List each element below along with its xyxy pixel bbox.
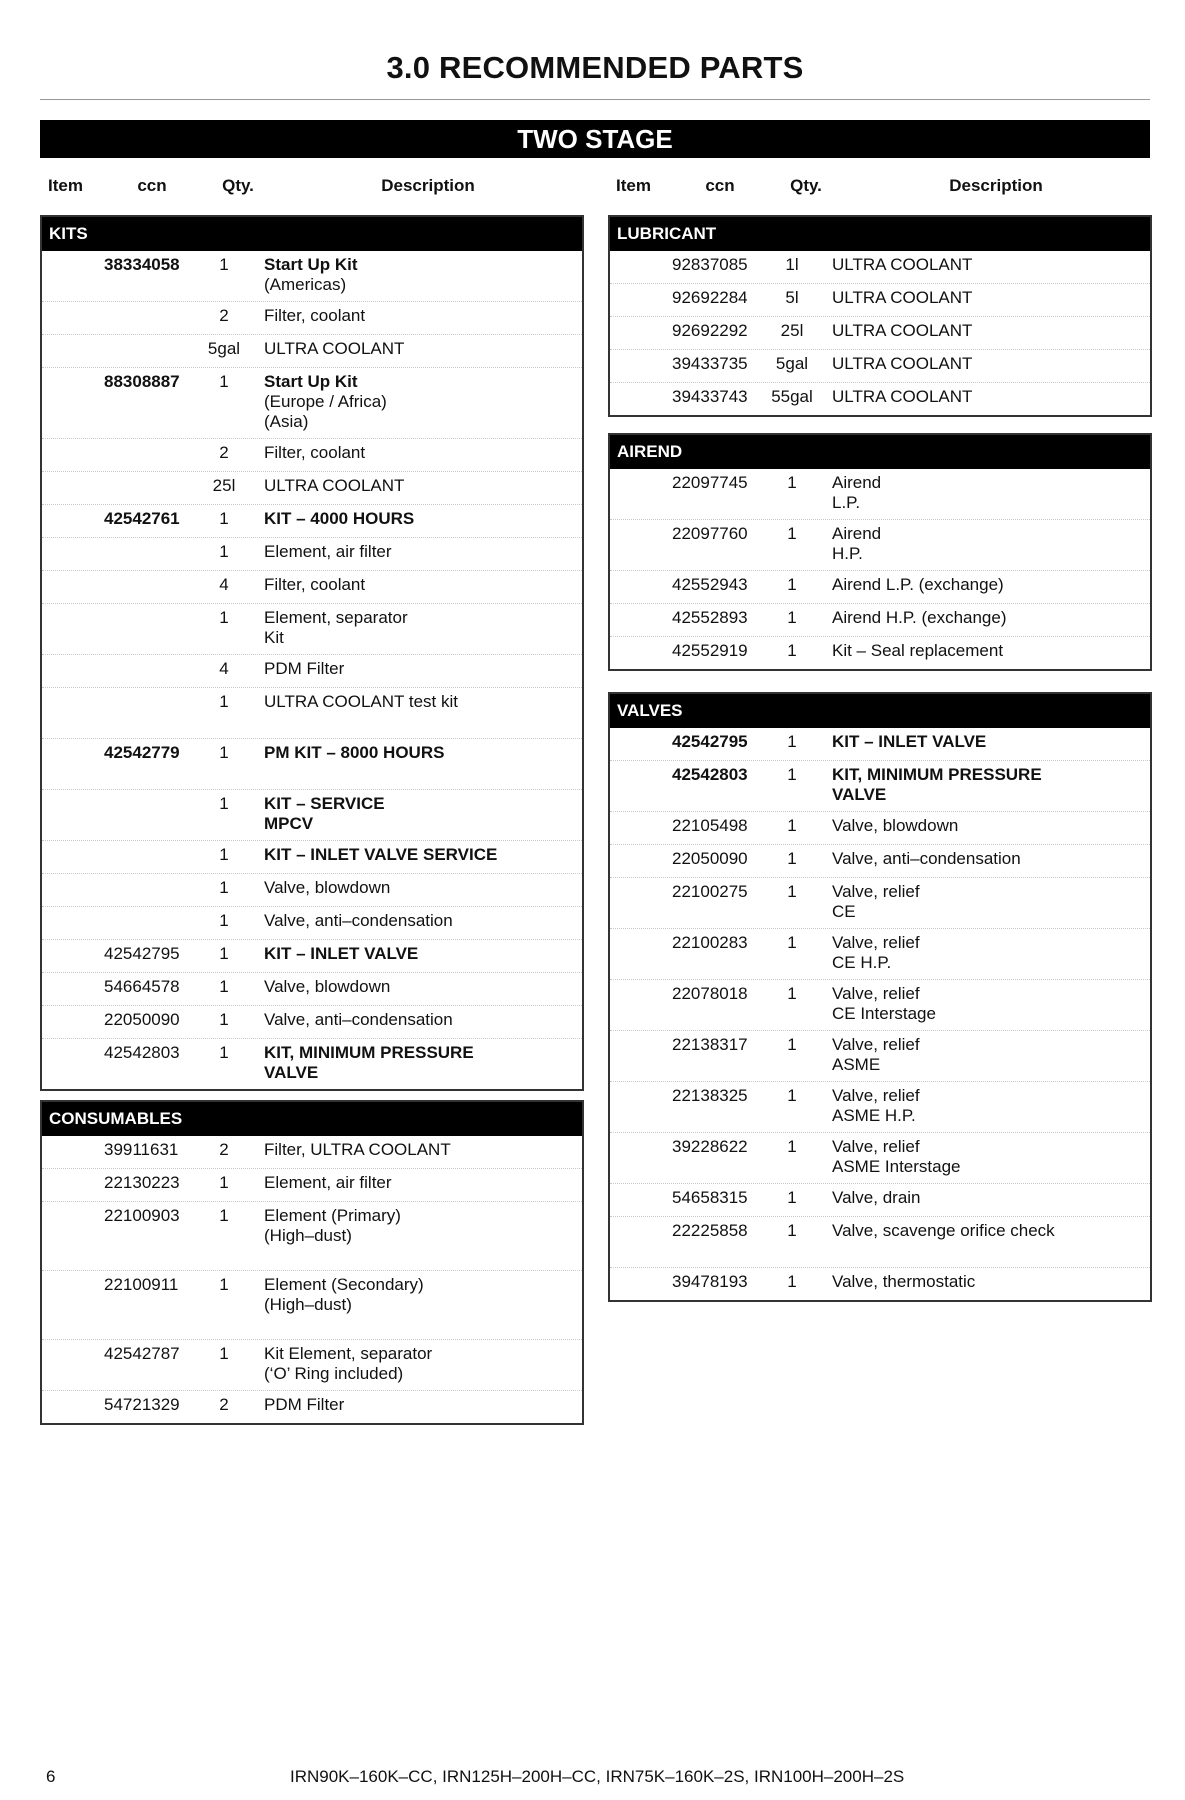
row-ccn [102,575,194,597]
row-qty: 25l [780,321,804,340]
row-description: Start Up Kit (Americas) [264,255,358,294]
table-row [42,504,582,537]
page-title: 3.0 RECOMMENDED PARTS [386,50,804,85]
row-qty: 1 [787,641,797,660]
row-description: Airend L.P. [832,473,882,512]
header-description: Description [949,176,1043,195]
row-ccn: 22138317 [672,1035,748,1054]
row-description: Kit Element, separator (‘O’ Ring included) [264,1344,433,1383]
row-ccn: 42542803 [104,1043,180,1062]
valves-section-title: VALVES [610,694,1150,728]
row-ccn: 39433743 [672,387,748,406]
row-qty: 1 [787,1086,797,1105]
row-description: ULTRA COOLANT [832,255,973,274]
row-qty: 1 [219,977,229,996]
row-qty: 1 [787,1188,797,1207]
row-item [42,339,102,361]
row-description: ULTRA COOLANT [832,387,973,406]
row-item [42,1140,102,1162]
row-item [610,255,670,277]
row-item [610,1272,670,1294]
row-ccn: 42542779 [104,743,180,762]
table-row [610,469,1150,519]
row-ccn [102,443,194,465]
row-qty: 1 [787,984,797,1003]
row-item [42,794,102,834]
table-row [42,603,582,654]
row-item [42,255,102,295]
row-qty: 55gal [771,387,813,406]
row-item [610,1035,670,1075]
row-description: ULTRA COOLANT [264,476,405,495]
row-item [42,372,102,432]
left-column-header [40,172,584,200]
row-ccn: 54721329 [104,1395,180,1414]
table-row [610,844,1150,877]
row-ccn [102,845,194,867]
row-qty: 1 [219,255,229,274]
row-item [610,321,670,343]
header-ccn: ccn [137,176,167,195]
lubricant-section [608,215,1152,417]
row-qty: 1 [219,509,229,528]
table-row [610,251,1150,283]
row-ccn: 42542761 [104,509,180,528]
table-row [610,382,1150,415]
row-description: Valve, relief ASME H.P. [832,1086,920,1125]
header-description: Description [381,176,475,195]
row-ccn [102,608,194,648]
row-ccn: 42552943 [672,575,748,594]
table-row [42,367,582,438]
row-description: PDM Filter [264,659,345,678]
row-qty: 1 [787,524,797,543]
row-item [42,608,102,648]
row-description: KIT – INLET VALVE [264,944,419,963]
row-qty: 1 [219,1206,229,1225]
row-qty: 1 [219,372,229,391]
row-qty: 2 [219,443,229,462]
table-row [42,1339,582,1390]
row-ccn [102,794,194,834]
row-item [610,608,670,630]
row-ccn: 22097745 [672,473,748,492]
row-ccn: 42552919 [672,641,748,660]
row-qty: 1 [219,542,229,561]
table-row [42,972,582,1005]
table-row [42,873,582,906]
airend-section-title: AIREND [610,435,1150,469]
row-qty: 1 [787,1137,797,1156]
row-item [610,1086,670,1126]
row-qty: 1 [787,473,797,492]
row-description: Element, separator Kit [264,608,408,647]
row-qty: 1 [219,1043,229,1062]
table-row [42,471,582,504]
row-qty: 1 [787,849,797,868]
row-description: Filter, coolant [264,443,366,462]
row-qty: 1 [219,1275,229,1294]
row-description: Valve, blowdown [832,816,959,835]
row-item [610,473,670,513]
row-ccn [102,878,194,900]
kits-table [42,251,582,1089]
row-qty: 5l [785,288,799,307]
row-description: Valve, relief ASME [832,1035,920,1074]
table-row [42,687,582,738]
row-item [42,1395,102,1417]
row-description: Start Up Kit (Europe / Africa) (Asia) [264,372,387,431]
row-qty: 2 [219,1140,229,1159]
page-number: 6 [46,1767,56,1786]
row-qty: 1 [219,1173,229,1192]
row-item [42,1043,102,1083]
row-qty: 1 [787,882,797,901]
table-row [610,603,1150,636]
row-item [42,1173,102,1195]
row-description: ULTRA COOLANT [264,339,405,358]
row-item [42,1010,102,1032]
row-qty: 5gal [775,354,809,373]
row-ccn: 39433735 [672,354,748,373]
table-row [42,939,582,972]
row-ccn: 22050090 [104,1010,180,1029]
row-qty: 1 [787,608,797,627]
header-item: Item [48,176,83,195]
row-ccn: 22105498 [672,816,748,835]
row-ccn: 39478193 [672,1272,748,1291]
kits-section-title: KITS [42,217,582,251]
table-row [610,877,1150,928]
row-item [610,575,670,597]
row-item [610,387,670,409]
table-row [42,1136,582,1168]
lubricant-section-title: LUBRICANT [610,217,1150,251]
row-item [610,933,670,973]
row-description: ULTRA COOLANT [832,354,973,373]
row-ccn: 42542795 [672,732,748,751]
row-description: Kit – Seal replacement [832,641,1004,660]
table-row [42,1270,582,1339]
row-item [610,288,670,310]
row-ccn: 39228622 [672,1137,748,1156]
row-ccn: 38334058 [104,255,180,274]
row-description: KIT – 4000 HOURS [264,509,415,528]
table-row [42,1005,582,1038]
kits-section [40,215,584,1091]
row-ccn: 42542795 [104,944,180,963]
row-description: Valve, relief CE H.P. [832,933,920,972]
row-item [42,659,102,681]
row-ccn [102,659,194,681]
row-ccn: 22138325 [672,1086,748,1105]
row-item [610,816,670,838]
row-description: KIT, MINIMUM PRESSURE VALVE [832,765,1042,804]
row-item [42,575,102,597]
table-row [610,979,1150,1030]
row-description: Valve, anti–condensation [832,849,1021,868]
row-description: Valve, drain [832,1188,921,1207]
table-row [610,636,1150,669]
table-row [42,251,582,301]
row-item [610,354,670,376]
row-description: Element, air filter [264,542,392,561]
row-qty: 1 [787,1221,797,1240]
row-description: ULTRA COOLANT [832,288,973,307]
table-row [610,811,1150,844]
row-item [42,977,102,999]
consumables-section [40,1100,584,1425]
table-row [42,570,582,603]
row-ccn: 92692284 [672,288,748,307]
row-description: KIT – SERVICE MPCV [264,794,385,833]
row-qty: 1 [219,692,229,711]
right-column-header [608,172,1152,200]
row-qty: 25l [212,476,236,495]
row-ccn: 88308887 [104,372,180,391]
row-description: ULTRA COOLANT test kit [264,692,458,711]
table-row [610,728,1150,760]
row-ccn: 42542787 [104,1344,180,1363]
row-item [610,1137,670,1177]
row-qty: 5gal [207,339,241,358]
table-row [610,1267,1150,1300]
row-item [42,476,102,498]
header-qty: Qty. [790,176,822,195]
row-item [610,732,670,754]
row-qty: 1 [787,933,797,952]
row-description: Valve, anti–condensation [264,1010,453,1029]
row-description: Filter, ULTRA COOLANT [264,1140,451,1159]
row-qty: 1 [219,794,229,813]
row-ccn: 22050090 [672,849,748,868]
table-row [42,301,582,334]
row-item [42,743,102,765]
row-item [42,845,102,867]
row-item [610,1188,670,1210]
row-description-heading: Start Up Kit [264,372,358,391]
row-ccn [102,339,194,361]
table-row [610,349,1150,382]
table-row [610,283,1150,316]
row-qty: 1 [787,816,797,835]
row-qty: 1 [219,1010,229,1029]
row-item [42,692,102,714]
row-ccn: 22100283 [672,933,748,952]
row-qty: 1 [219,944,229,963]
row-ccn: 22100911 [104,1275,179,1294]
row-description: Airend H.P. [832,524,882,563]
row-ccn: 92692292 [672,321,748,340]
section-banner: TWO STAGE [40,120,1150,158]
consumables-section-title: CONSUMABLES [42,1102,582,1136]
table-row [610,1081,1150,1132]
table-row [610,316,1150,349]
row-qty: 1 [219,845,229,864]
row-ccn: 42542803 [672,765,748,784]
table-row [610,928,1150,979]
table-row [42,840,582,873]
row-description: Airend L.P. (exchange) [832,575,1004,594]
row-item [610,849,670,871]
table-row [42,537,582,570]
row-description: Valve, scavenge orifice check [832,1221,1055,1240]
row-ccn: 42552893 [672,608,748,627]
row-item [42,306,102,328]
row-ccn [102,306,194,328]
table-row [610,1183,1150,1216]
table-row [42,738,582,789]
table-row [610,760,1150,811]
row-description: Airend H.P. (exchange) [832,608,1007,627]
row-qty: 1 [219,608,229,627]
row-ccn: 22100903 [104,1206,180,1225]
row-ccn [102,911,194,933]
row-description: Valve, blowdown [264,878,391,897]
row-description: Valve, thermostatic [832,1272,976,1291]
row-ccn: 22100275 [672,882,748,901]
row-qty: 4 [219,659,229,678]
row-description: Valve, blowdown [264,977,391,996]
row-item [42,1344,102,1384]
row-description: Element (Primary) (High–dust) [264,1206,401,1245]
table-row [610,1216,1150,1267]
row-ccn: 54664578 [104,977,180,996]
row-description: KIT – INLET VALVE [832,732,987,751]
row-description-heading: Start Up Kit [264,255,358,274]
row-qty: 4 [219,575,229,594]
table-row [610,1132,1150,1183]
header-item: Item [616,176,651,195]
row-ccn: 22225858 [672,1221,748,1240]
table-row [42,334,582,367]
row-ccn: 92837085 [672,255,748,274]
row-description: KIT, MINIMUM PRESSURE VALVE [264,1043,474,1082]
row-qty: 2 [219,1395,229,1414]
row-description: Valve, relief ASME Interstage [832,1137,961,1176]
row-ccn: 22130223 [104,1173,180,1192]
row-qty: 1 [219,911,229,930]
row-item [610,641,670,663]
table-row [42,789,582,840]
row-ccn: 22078018 [672,984,748,1003]
row-item [610,984,670,1024]
title-divider [40,99,1150,100]
row-qty: 1 [219,878,229,897]
row-item [42,542,102,564]
row-item [42,944,102,966]
consumables-table [42,1136,582,1423]
row-description: Valve, anti–condensation [264,911,453,930]
row-item [42,1206,102,1246]
table-row [42,1201,582,1270]
lubricant-table [610,251,1150,415]
table-row [42,1390,582,1423]
valves-table [610,728,1150,1300]
row-item [42,443,102,465]
row-description: KIT – INLET VALVE SERVICE [264,845,498,864]
row-ccn: 54658315 [672,1188,748,1207]
row-description: PDM Filter [264,1395,345,1414]
valves-section [608,692,1152,1302]
table-row [42,654,582,687]
row-ccn [102,542,194,564]
footer-model-list: IRN90K–160K–CC, IRN125H–200H–CC, IRN75K–160K–2S, IRN100H–200H–2S [290,1767,905,1786]
row-ccn [102,476,194,498]
row-item [42,509,102,531]
table-row [610,570,1150,603]
header-qty: Qty. [222,176,254,195]
row-item [42,878,102,900]
row-description: Element, air filter [264,1173,392,1192]
row-description: Element (Secondary) (High–dust) [264,1275,424,1314]
airend-section [608,433,1152,671]
table-row [610,1030,1150,1081]
row-qty: 1 [787,1035,797,1054]
row-qty: 1 [787,1272,797,1291]
table-row [42,438,582,471]
row-description: PM KIT – 8000 HOURS [264,743,445,762]
table-row [42,906,582,939]
table-row [42,1038,582,1089]
row-description: Filter, coolant [264,575,366,594]
row-item [610,524,670,564]
row-ccn [102,692,194,714]
row-description: ULTRA COOLANT [832,321,973,340]
row-description: Valve, relief CE [832,882,920,921]
row-qty: 1l [785,255,799,274]
row-ccn: 22097760 [672,524,748,543]
table-row [610,519,1150,570]
row-qty: 1 [787,765,797,784]
row-item [610,1221,670,1243]
row-qty: 2 [219,306,229,325]
row-description: Valve, relief CE Interstage [832,984,936,1023]
airend-table [610,469,1150,669]
row-qty: 1 [219,1344,229,1363]
row-qty: 1 [787,575,797,594]
row-item [610,882,670,922]
header-ccn: ccn [705,176,735,195]
row-item [610,765,670,805]
row-qty: 1 [787,732,797,751]
row-ccn: 39911631 [104,1140,179,1159]
row-description: Filter, coolant [264,306,366,325]
table-row [42,1168,582,1201]
row-qty: 1 [219,743,229,762]
row-item [42,911,102,933]
row-item [42,1275,102,1315]
